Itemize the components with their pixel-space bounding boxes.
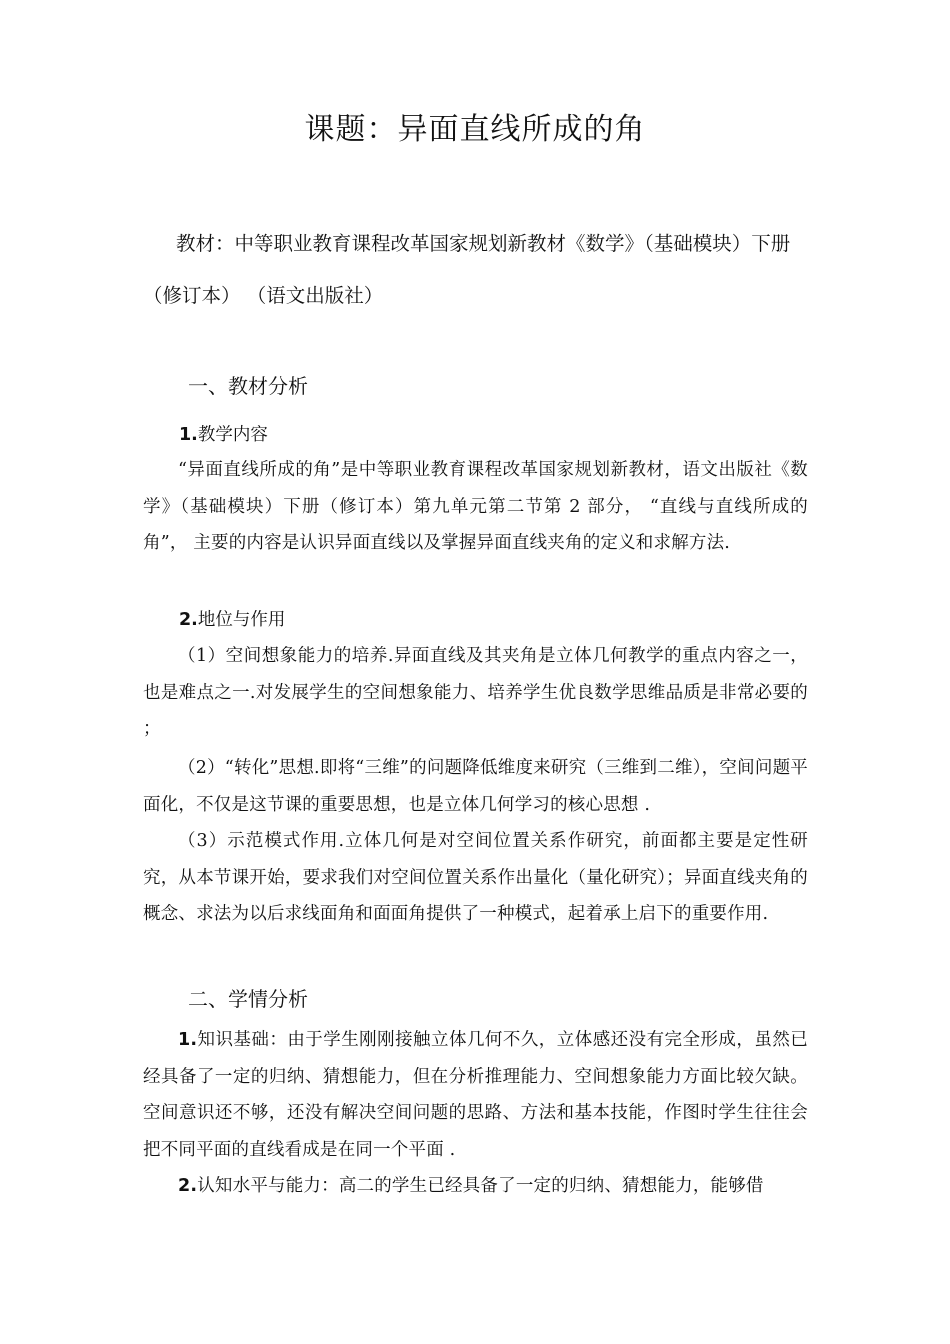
subheading-label: 地位与作用 <box>197 610 286 630</box>
paragraph-transformation: （2）“转化”思想.即将“三维”的问题降低维度来研究（三维到二维），空间问题平面化，不仅是这节课的重要思想，也是立体几何学习的核心思想 . <box>143 758 808 815</box>
paragraph-knowledge-base <box>143 1022 808 1168</box>
paragraph-text: 认知水平与能力：高二的学生已经具备了一定的归纳、猜想能力，能够借 <box>197 1176 764 1196</box>
paragraph-teaching-content: “异面直线所成的角”是中等职业教育课程改革国家规划新教材，语文出版社《数学》（基础模块）下册（修订本）第九单元第二节第 2 部分， “直线与直线所成的角”， 主要的内容是认识异面直线以及掌握异面直线夹角的定义和求解方法. <box>143 460 808 553</box>
section-heading-textbook-analysis: 一、教材分析 <box>188 374 308 398</box>
paragraph-number: 1. <box>178 1030 198 1050</box>
textbook-info: 教材：中等职业教育课程改革国家规划新教材《数学》（基础模块）下册（修订本） （语文出版社） <box>143 232 791 307</box>
paragraph-spatial-imagination: （1）空间想象能力的培养.异面直线及其夹角是立体几何教学的重点内容之一，也是难点之一.对发展学生的空间想象能力、培养学生优良数学思维品质是非常必要的 ； <box>143 646 808 739</box>
paragraph-text: 知识基础：由于学生刚刚接触立体几何不久，立体感还没有完全形成，虽然已经具备了一定的归纳、猜想能力，但在分析推理能力、空间想象能力方面比较欠缺。空间意识还不够，还没有解决空间问题的思路、方法和基本技能，作图时学生往往会把不同平面的直线看成是在同一个平面 . <box>143 1030 808 1160</box>
paragraph-demonstration: （3）示范模式作用.立体几何是对空间位置关系作研究，前面都主要是定性研究，从本节课开始，要求我们对空间位置关系作出量化（量化研究）；异面直线夹角的概念、求法为以后求线面角和面面角提供了一种模式，起着承上启下的重要作用. <box>143 831 808 924</box>
subheading-number: 2. <box>179 610 198 630</box>
paragraph-cognitive-level <box>143 1168 808 1205</box>
section-heading-student-analysis: 二、学情分析 <box>188 987 308 1011</box>
paragraph-number: 2. <box>178 1176 198 1196</box>
subheading-number: 1. <box>179 425 198 445</box>
subheading-position-role <box>179 606 285 631</box>
subheading-teaching-content <box>179 421 268 446</box>
document-title: 课题：异面直线所成的角 <box>304 112 646 147</box>
subheading-label: 教学内容 <box>197 425 268 445</box>
